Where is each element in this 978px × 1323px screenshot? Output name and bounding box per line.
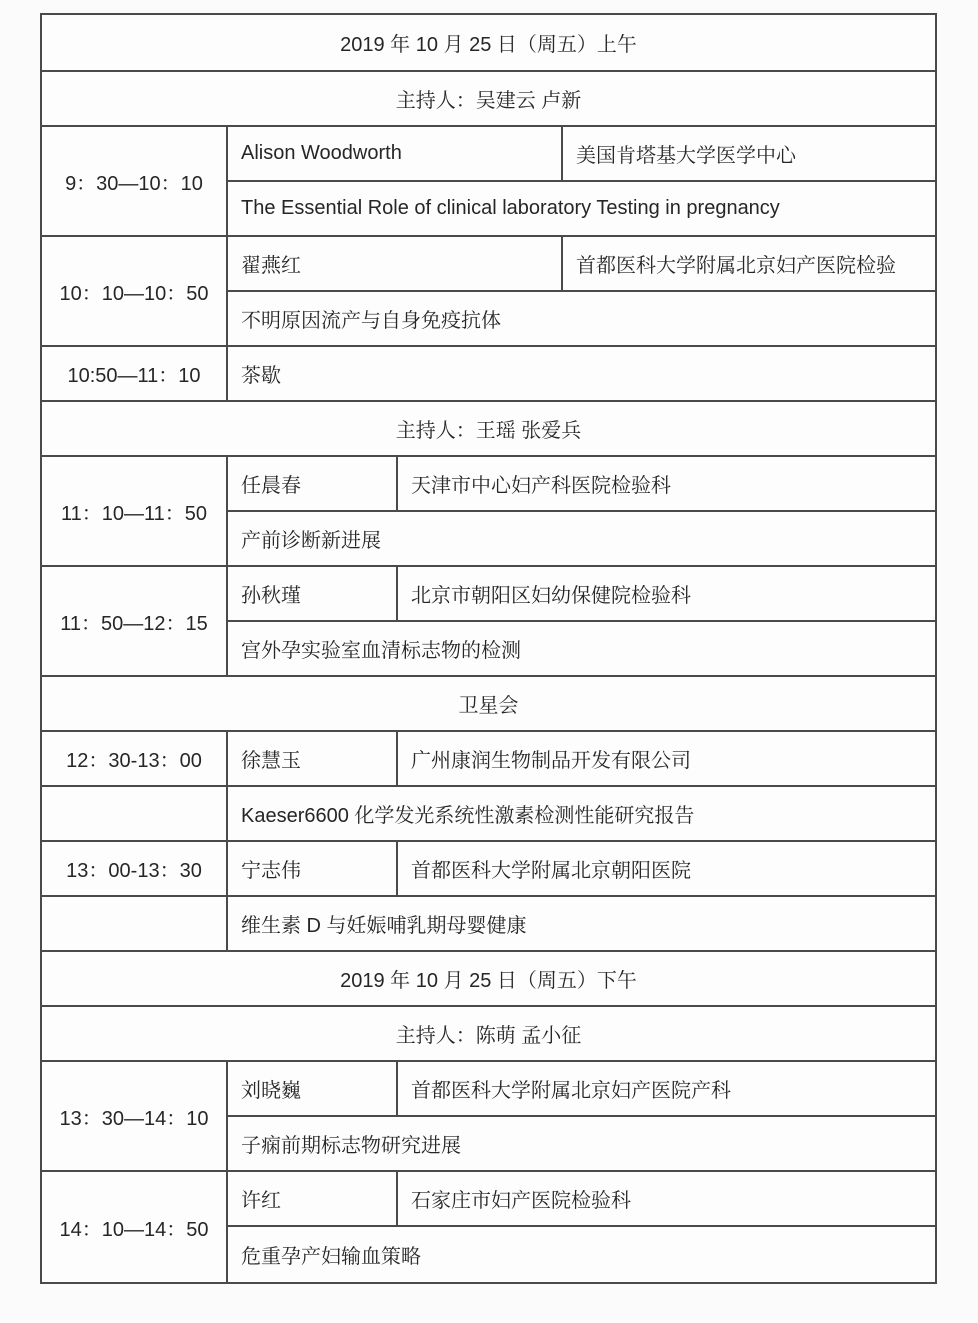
affiliation-cell: 首都医科大学附属北京妇产医院产科 [411,1080,731,1102]
speaker-cell: 孙秋瑾 [228,567,398,620]
affiliation-cell: 广州康润生物制品开发有限公司 [411,750,691,772]
time-cell: 10:50—11：10 [42,347,228,400]
session-detail [228,1172,935,1282]
session-detail [228,567,935,675]
topic-row [42,897,935,952]
break-label: 茶歇 [241,365,281,387]
time-cell: 14：10—14：50 [42,1172,228,1282]
hosts-row [42,402,935,457]
session-row [42,567,935,677]
topic-cell: Kaeser6600 化学发光系统性激素检测性能研究报告 [241,805,695,827]
hosts-row [42,1007,935,1062]
speaker-cell: 翟燕红 [228,237,563,290]
date-header-row [42,952,935,1007]
break-row [42,347,935,402]
date-header-text: 2019 年 10 月 25 日（周五）下午 [340,970,637,992]
time-cell: 11：50—12：15 [42,567,228,675]
session-row [42,457,935,567]
topic-row [42,787,935,842]
session-row [42,1062,935,1172]
hosts-text: 主持人：王瑶 张爱兵 [395,420,582,442]
affiliation-cell: 天津市中心妇产科医院检验科 [411,475,671,497]
speaker-cell: 刘晓巍 [228,1062,398,1115]
affiliation-cell: 首都医科大学附属北京妇产医院检验 [576,255,896,277]
schedule-table [40,13,937,1284]
hosts-row [42,72,935,127]
speaker-row [42,732,935,787]
time-cell: 13：00-13：30 [42,842,228,895]
speaker-cell: 许红 [228,1172,398,1225]
speaker-affiliation-row [228,1172,935,1227]
empty-time-cell [42,787,228,840]
time-cell: 13：30—14：10 [42,1062,228,1170]
speaker-affiliation-row [228,237,935,292]
affiliation-cell: 北京市朝阳区妇幼保健院检验科 [411,585,691,607]
session-detail [228,1062,935,1170]
time-cell: 10：10—10：50 [42,237,228,345]
speaker-cell: Alison Woodworth [228,127,563,180]
hosts-text: 主持人：陈萌 孟小征 [395,1025,582,1047]
section-header-row [42,677,935,732]
date-header-row [42,15,935,72]
speaker-cell: 徐慧玉 [228,732,398,785]
speaker-affiliation-row [228,1062,935,1117]
session-row [42,127,935,237]
topic-cell: 不明原因流产与自身免疫抗体 [241,310,501,332]
empty-time-cell [42,897,228,950]
speaker-affiliation-row [228,567,935,622]
session-row [42,237,935,347]
hosts-text: 主持人：吴建云 卢新 [395,90,582,112]
time-cell: 12：30-13：00 [42,732,228,785]
topic-cell: 子痫前期标志物研究进展 [241,1135,461,1157]
session-detail [228,457,935,565]
affiliation-cell: 石家庄市妇产医院检验科 [411,1190,631,1212]
date-header-text: 2019 年 10 月 25 日（周五）上午 [340,34,637,56]
topic-cell: 危重孕产妇输血策略 [241,1246,421,1268]
speaker-cell: 宁志伟 [228,842,398,895]
speaker-cell: 任晨春 [228,457,398,510]
time-cell: 9：30—10：10 [42,127,228,235]
speaker-row [42,842,935,897]
topic-cell: The Essential Role of clinical laboratory Testing in pregnancy [241,197,780,219]
topic-cell: 维生素 D 与妊娠哺乳期母婴健康 [241,915,527,937]
time-cell: 11：10—11：50 [42,457,228,565]
speaker-affiliation-row [228,127,935,182]
section-header-text: 卫星会 [458,695,519,717]
session-row [42,1172,935,1282]
speaker-affiliation-row [228,457,935,512]
affiliation-cell: 首都医科大学附属北京朝阳医院 [411,860,691,882]
topic-cell: 产前诊断新进展 [241,530,381,552]
affiliation-cell: 美国肯塔基大学医学中心 [576,145,796,167]
session-detail [228,127,935,235]
session-detail [228,237,935,345]
topic-cell: 宫外孕实验室血清标志物的检测 [241,640,521,662]
